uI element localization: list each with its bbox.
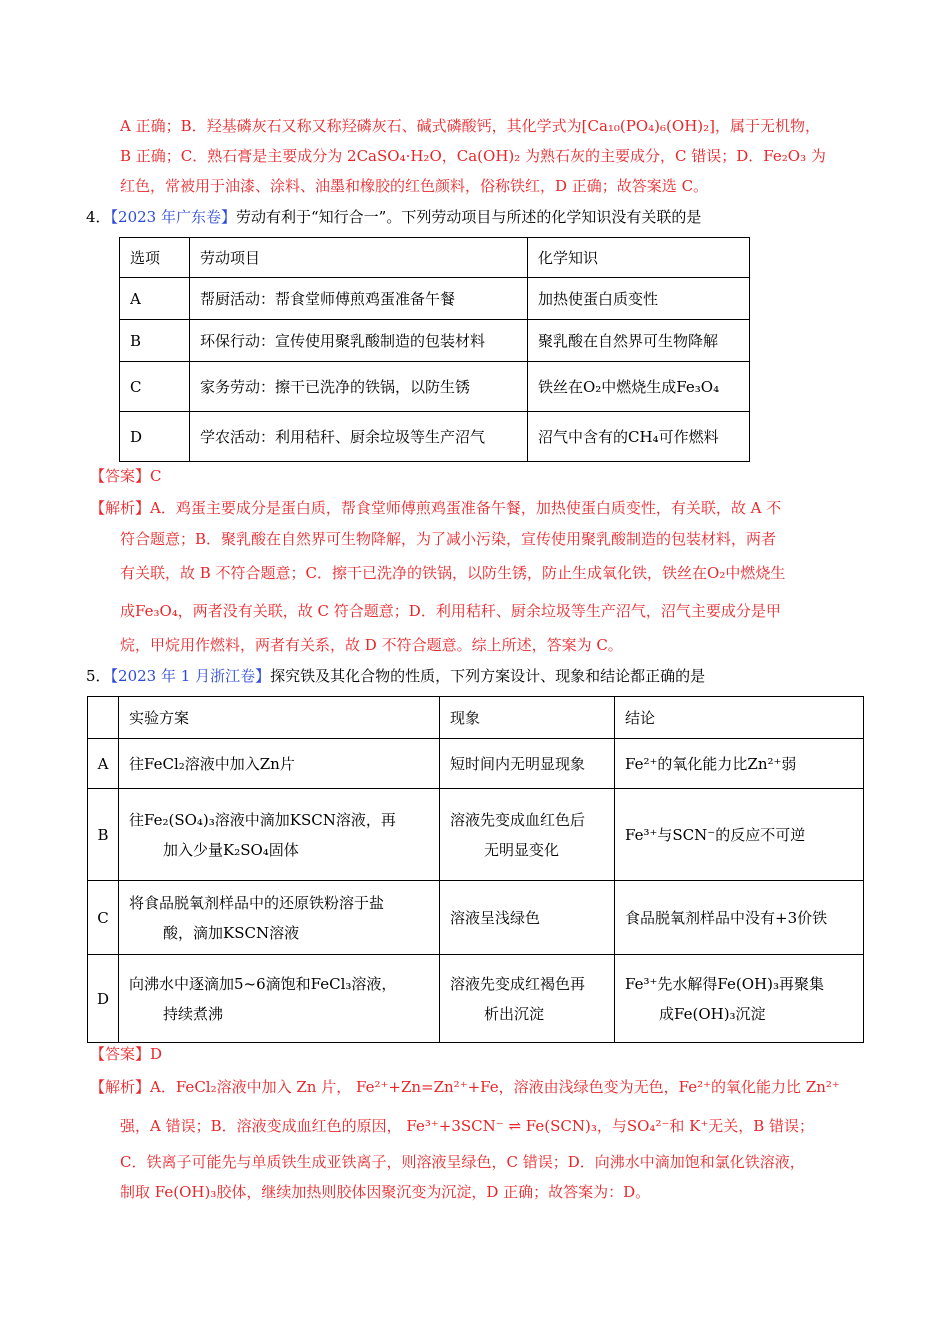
table-cell: 往FeCl₂溶液中加入Zn片 <box>119 739 440 789</box>
table-cell: Fe²⁺的氧化能力比Zn²⁺弱 <box>615 739 864 789</box>
question-number: 5． <box>86 667 111 685</box>
table-cell: 铁丝在O₂中燃烧生成Fe₃O₄ <box>528 362 750 412</box>
table-cell: 加热使蛋白质变性 <box>528 278 750 320</box>
table-row <box>88 881 864 955</box>
question-5-analysis-line: C．铁离子可能先与单质铁生成亚铁离子，则溶液呈绿色，C 错误；D．向沸水中滴加饱和氯化铁溶液， <box>120 1153 805 1171</box>
cell-line: Fe³⁺先水解得Fe(OH)₃再聚集 <box>625 974 824 993</box>
table-cell: C <box>120 362 190 412</box>
table-cell: C <box>88 881 119 955</box>
table-header-cell: 劳动项目 <box>190 238 528 278</box>
analysis-text: A．鸡蛋主要成分是蛋白质，帮食堂师傅煎鸡蛋准备午餐，加热使蛋白质变性，有关联，故 A 不 <box>150 499 782 517</box>
table-cell: A <box>120 278 190 320</box>
cell-line: 持续煮沸 <box>163 1004 224 1023</box>
table-cell <box>440 955 615 1043</box>
table-cell: A <box>88 739 119 789</box>
table-header-cell: 实验方案 <box>119 697 440 739</box>
table-cell: B <box>120 320 190 362</box>
cell-line: 加入少量K₂SO₄固体 <box>163 840 299 859</box>
table-row <box>120 320 750 362</box>
intro-line-1: A 正确；B．羟基磷灰石又称又称羟磷灰石、碱式磷酸钙，其化学式为[Ca₁₀(PO₄)₆(OH)₂]，属于无机物， <box>120 117 820 135</box>
table-header-row <box>120 238 750 278</box>
table-cell <box>119 955 440 1043</box>
question-4-stem <box>86 206 701 228</box>
question-text: 探究铁及其化合物的性质，下列方案设计、现象和结论都正确的是 <box>270 667 706 685</box>
cell-line: 将食品脱氧剂样品中的还原铁粉溶于盐 <box>129 893 385 912</box>
cell-line: 往Fe₂(SO₄)₃溶液中滴加KSCN溶液，再 <box>129 810 396 829</box>
question-source: 【2023 年广东卷】 <box>110 208 236 226</box>
intro-line-3: 红色，常被用于油漆、涂料、油墨和橡胶的红色颜料，俗称铁红，D 正确；故答案选 C。 <box>120 177 709 195</box>
table-cell: 学农活动：利用秸秆、厨余垃圾等生产沼气 <box>190 412 528 462</box>
question-5-table <box>87 696 864 1043</box>
table-header-cell: 现象 <box>440 697 615 739</box>
table-row <box>120 278 750 320</box>
table-header-cell: 选项 <box>120 238 190 278</box>
question-source: 【2023 年 1 月浙江卷】 <box>110 667 271 685</box>
table-cell: D <box>120 412 190 462</box>
table-header-cell <box>88 697 119 739</box>
table-row <box>88 739 864 789</box>
table-cell <box>119 789 440 881</box>
cell-line: 析出沉淀 <box>484 1004 545 1023</box>
analysis-label: 【解析】 <box>90 499 151 517</box>
answer-value: D <box>150 1045 163 1063</box>
table-cell: 聚乳酸在自然界可生物降解 <box>528 320 750 362</box>
table-cell: 帮厨活动：帮食堂师傅煎鸡蛋准备午餐 <box>190 278 528 320</box>
question-text: 劳动有利于“知行合一”。下列劳动项目与所述的化学知识没有关联的是 <box>236 208 702 226</box>
table-row <box>120 362 750 412</box>
table-row <box>120 412 750 462</box>
question-4-answer <box>90 465 162 487</box>
table-cell <box>615 955 864 1043</box>
table-row <box>88 789 864 881</box>
question-5-analysis-line <box>90 1076 840 1098</box>
cell-line: 溶液先变成血红色后 <box>450 810 586 829</box>
table-cell: 食品脱氧剂样品中没有+3价铁 <box>615 881 864 955</box>
table-cell: D <box>88 955 119 1043</box>
analysis-text: A．FeCl₂溶液中加入 Zn 片， Fe²⁺+Zn=Zn²⁺+Fe，溶液由浅绿色变为无色，Fe²⁺的氧化能力比 Zn²⁺ <box>150 1078 840 1096</box>
answer-value: C <box>150 467 162 485</box>
intro-line-2: B 正确；C．熟石膏是主要成分为 2CaSO₄·H₂O，Ca(OH)₂ 为熟石灰的主要成分，C 错误；D．Fe₂O₃ 为 <box>120 147 826 165</box>
cell-line: 无明显变化 <box>484 840 560 859</box>
question-5-analysis-line: 强，A 错误；B．溶液变成血红色的原因， Fe³⁺+3SCN⁻ ⇌ Fe(SCN)₃，与SO₄²⁻和 K⁺无关，B 错误； <box>120 1117 815 1135</box>
analysis-label: 【解析】 <box>90 1078 151 1096</box>
table-cell: 溶液呈浅绿色 <box>440 881 615 955</box>
question-5-answer <box>90 1043 162 1065</box>
table-header-cell: 化学知识 <box>528 238 750 278</box>
question-4-analysis-line <box>90 497 781 519</box>
question-4-analysis-line: 符合题意；B．聚乳酸在自然界可生物降解，为了减小污染，宣传使用聚乳酸制造的包装材料，两者 <box>120 530 777 548</box>
cell-line: 成Fe(OH)₃沉淀 <box>659 1004 766 1023</box>
question-4-analysis-line: 有关联，故 B 不符合题意；C．擦干已洗净的铁锅，以防生锈，防止生成氧化铁，铁丝在O₂中燃烧生 <box>120 564 786 582</box>
table-cell: Fe³⁺与SCN⁻的反应不可逆 <box>615 789 864 881</box>
table-row <box>88 955 864 1043</box>
question-5-stem <box>86 665 705 687</box>
cell-line: 溶液先变成红褐色再 <box>450 974 586 993</box>
question-4-analysis-line: 烷，甲烷用作燃料，两者有关系，故 D 不符合题意。综上所述，答案为 C。 <box>120 636 623 654</box>
question-4-analysis-line: 成Fe₃O₄，两者没有关联，故 C 符合题意；D．利用秸秆、厨余垃圾等生产沼气，沼气主要成分是甲 <box>120 602 781 620</box>
table-cell: B <box>88 789 119 881</box>
question-number: 4． <box>86 208 111 226</box>
table-header-row <box>88 697 864 739</box>
table-cell: 短时间内无明显现象 <box>440 739 615 789</box>
question-4-table <box>119 237 750 462</box>
table-cell: 环保行动：宣传使用聚乳酸制造的包装材料 <box>190 320 528 362</box>
table-cell: 沼气中含有的CH₄可作燃料 <box>528 412 750 462</box>
table-cell <box>440 789 615 881</box>
table-header-cell: 结论 <box>615 697 864 739</box>
cell-line: 向沸水中逐滴加5~6滴饱和FeCl₃溶液， <box>129 974 397 993</box>
question-5-analysis-line: 制取 Fe(OH)₃胶体，继续加热则胶体因聚沉变为沉淀，D 正确；故答案为：D。 <box>120 1183 651 1201</box>
answer-label: 【答案】 <box>90 1045 151 1063</box>
table-cell <box>119 881 440 955</box>
answer-label: 【答案】 <box>90 467 151 485</box>
table-cell: 家务劳动：擦干已洗净的铁锅，以防生锈 <box>190 362 528 412</box>
cell-line: 酸，滴加KSCN溶液 <box>163 923 300 942</box>
